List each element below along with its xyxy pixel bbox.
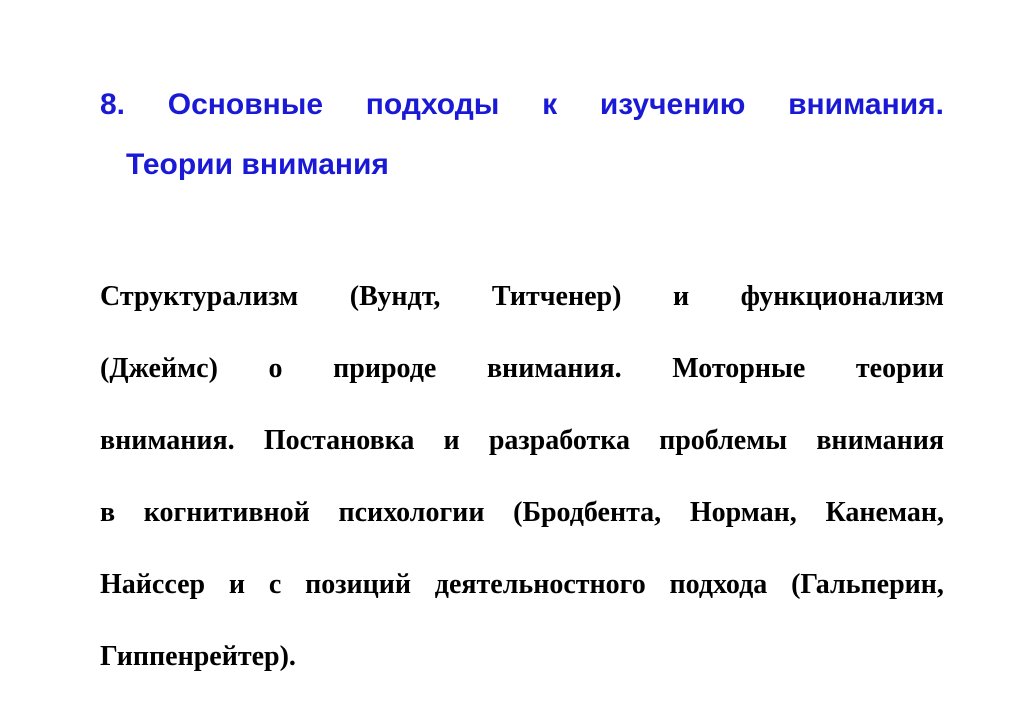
body-word: Постановка (263, 425, 415, 456)
slide-title (100, 86, 944, 181)
body-word: (Джеймс) (100, 353, 218, 384)
body-word: когнитивной (143, 497, 310, 528)
body-word: Моторные (672, 353, 806, 384)
body-word: (Бродбента, (513, 497, 662, 528)
body-word: деятельностного (434, 569, 646, 600)
body-word: разработка (488, 425, 630, 456)
body-word: о (268, 353, 283, 384)
title-word: внимания. (788, 88, 944, 121)
title-word: Основные (167, 88, 324, 121)
title-word: к (542, 88, 558, 121)
body-line-4 (100, 493, 944, 565)
body-word: в (100, 497, 116, 528)
body-word: Структурализм (100, 281, 299, 312)
body-word: Гиппенрейтер). (100, 641, 296, 672)
body-line-5 (100, 565, 944, 637)
body-word: подхода (669, 569, 768, 600)
title-line-2: Теории внимания (126, 148, 389, 181)
body-word: и (672, 281, 690, 312)
title-word: подходы (365, 88, 500, 121)
body-paragraph (100, 277, 944, 709)
body-word: внимания (816, 425, 944, 456)
body-word: и (228, 569, 246, 600)
body-word: Найссер (100, 569, 206, 600)
body-line-3 (100, 421, 944, 493)
body-word: функционализм (740, 281, 944, 312)
body-word: Титченер) (491, 281, 622, 312)
title-number: 8. (100, 88, 126, 121)
body-word: (Вундт, (349, 281, 441, 312)
body-line-1 (100, 277, 944, 349)
body-word: (Гальперин, (791, 569, 944, 600)
body-word: теории (855, 353, 944, 384)
body-line-2 (100, 349, 944, 421)
body-word: внимания. (486, 353, 622, 384)
title-word: изучению (599, 88, 746, 121)
title-line-1 (100, 86, 944, 124)
body-line-6 (100, 637, 944, 709)
body-word: позиций (305, 569, 411, 600)
body-word: Канеман, (825, 497, 944, 528)
body-word: с (268, 569, 282, 600)
body-word: проблемы (659, 425, 788, 456)
body-word: природе (333, 353, 437, 384)
body-word: психологии (338, 497, 485, 528)
body-word: и (443, 425, 460, 456)
body-word: внимания. (100, 425, 235, 456)
body-word: Норман, (689, 497, 797, 528)
